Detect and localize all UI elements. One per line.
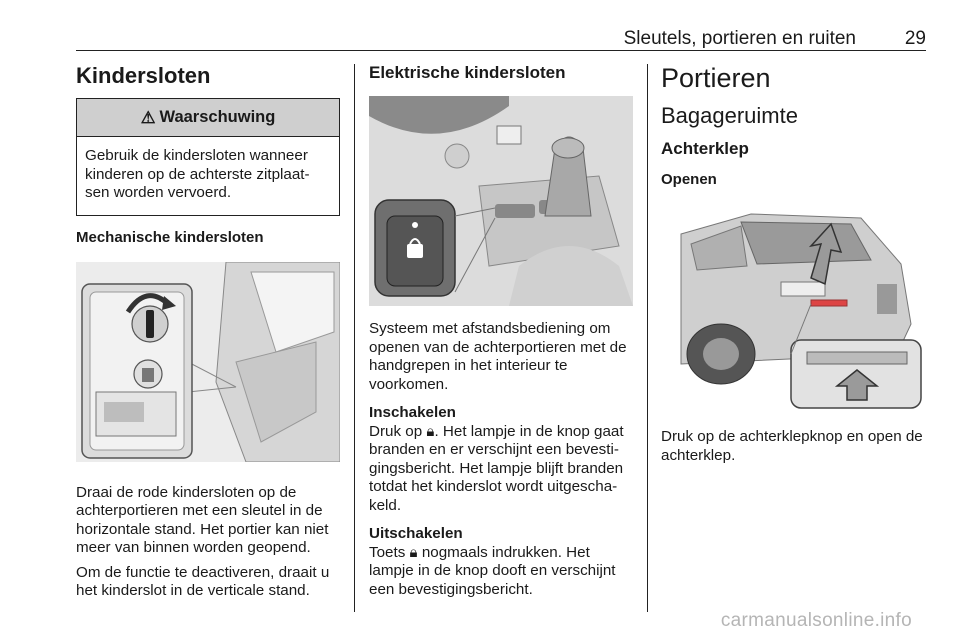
heading-inschakelen: Inschakelen [369,404,456,421]
column-divider-1 [354,64,355,612]
tailgate-illustration [661,204,925,412]
mechanical-paragraph-2: Om de functie te deactiveren, draait u het kinderslot in de verticale stand. [76,563,330,599]
electric-paragraph: Systeem met afstandsbediening om openen van de achterportieren met de handgrepen in het interieur te voorkomen. [369,320,627,393]
column-kindersloten [76,62,340,601]
warning-text: Gebruik de kindersloten wanneer kinderen op de achterste zitplaat-sen worden vervoerd. [85,147,310,201]
heading-openen: Openen [661,171,717,188]
heading-uitschakelen: Uitschakelen [369,525,463,542]
warning-header [77,99,339,137]
running-header [76,28,926,52]
page-number: 29 [904,28,926,49]
header-title: Sleutels, portieren en ruiten [623,28,856,49]
inschakelen-text: Druk op 🔒︎. Het lampje in de knop gaat branden en er verschijnt een bevesti-gingsbericht. Het lampje blijft branden totdat het kinderslot wordt uitgescha-keld. [369,422,624,514]
warning-box [76,98,340,216]
heading-achterklep: Achterklep [661,139,749,158]
heading-bagageruimte: Bagageruimte [661,103,798,128]
column-portieren [661,62,925,465]
mechanical-child-lock-illustration [76,262,340,462]
header-rule [76,50,926,51]
section-heading-kindersloten: Kindersloten [76,63,211,88]
electric-child-lock-illustration [369,96,633,306]
warning-title: Waarschuwing [159,108,276,126]
heading-mechanical: Mechanische kindersloten [76,228,264,246]
warning-icon: ⚠ [140,108,156,127]
tailgate-paragraph: Druk op de achterklepknop en open de achterklep. [661,428,923,464]
watermark: carmanualsonline.info [720,610,912,631]
column-elektrische [369,62,633,599]
heading-electric: Elektrische kindersloten [369,63,566,82]
column-divider-2 [647,64,648,612]
mechanical-paragraph-1: Draai de rode kindersloten op de achterportieren met een sleutel in de horizontale stand. Het portier kan niet meer van binnen worden geopend. [76,483,329,556]
uitschakelen-text: Toets 🔒︎ nogmaals indrukken. Het lampje in de knop dooft en verschijnt een bevestigingsbericht. [369,543,616,598]
section-heading-portieren: Portieren [661,63,771,93]
